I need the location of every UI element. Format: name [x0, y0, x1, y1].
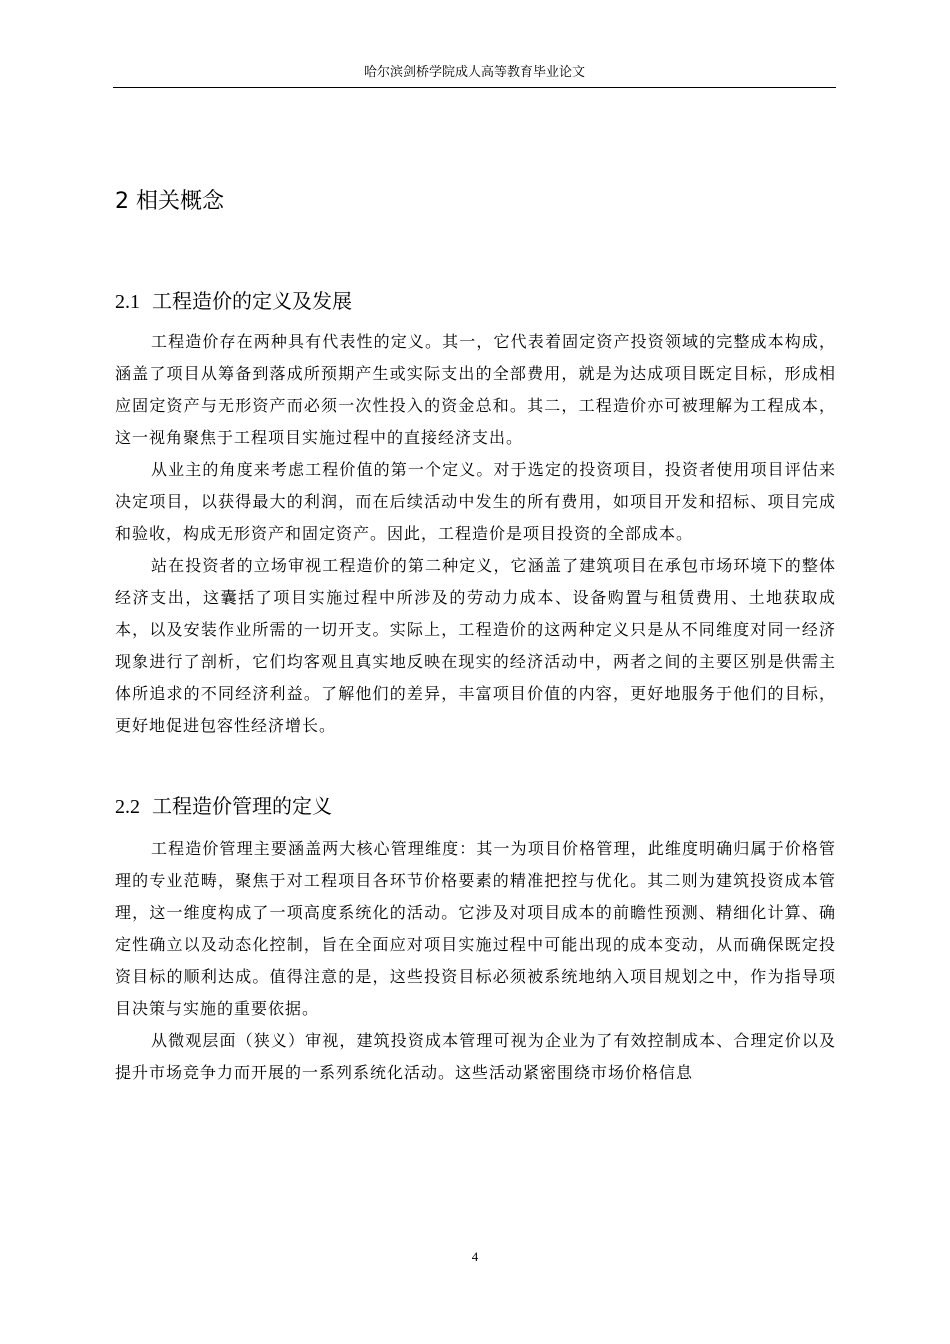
paragraph: 工程造价存在两种具有代表性的定义。其一，它代表着固定资产投资领域的完整成本构成，涵盖了项目从筹备到落成所预期产生或实际支出的全部费用，就是为达成项目既定目标，形成相应固定资产与无形资产而必须一次性投入的资金总和。其二，工程造价亦可被理解为工程成本，这一视角聚焦于工程项目实施过程中的直接经济支出。 — [115, 332, 836, 447]
paragraph: 从业主的角度来考虑工程价值的第一个定义。对于选定的投资项目，投资者使用项目评估来决定项目，以获得最大的利润，而在后续活动中发生的所有费用，如项目开发和招标、项目完成和验收，构成无形资产和固定资产。因此，工程造价是项目投资的全部成本。 — [115, 460, 836, 543]
section-2-1-body — [115, 326, 836, 742]
section-number: 2.2 — [115, 796, 140, 818]
paragraph: 站在投资者的立场审视工程造价的第二种定义，它涵盖了建筑项目在承包市场环境下的整体经济支出，这囊括了项目实施过程中所涉及的劳动力成本、设备购置与租赁费用、土地获取成本，以及安装作业所需的一切开支。实际上，工程造价的这两种定义只是从不同维度对同一经济现象进行了剖析，它们均客观且真实地反映在现实的经济活动中，两者之间的主要区别是供需主体所追求的不同经济利益。了解他们的差异，丰富项目价值的内容，更好地服务于他们的目标，更好地促进包容性经济增长。 — [115, 556, 836, 735]
chapter-title: 2 相关概念 — [115, 189, 224, 214]
running-header: 哈尔滨剑桥学院成人高等教育毕业论文 — [363, 65, 585, 80]
section-number: 2.1 — [115, 291, 140, 313]
section-title: 工程造价管理的定义 — [152, 794, 332, 818]
section-2-2-body — [115, 833, 836, 1089]
section-heading-2-2 — [115, 791, 332, 822]
paragraph: 从微观层面（狭义）审视，建筑投资成本管理可视为企业为了有效控制成本、合理定价以及提升市场竞争力而开展的一系列系统化活动。这些活动紧密围绕市场价格信息 — [115, 1031, 836, 1082]
section-title: 工程造价的定义及发展 — [152, 289, 352, 313]
header-divider — [113, 87, 836, 88]
paragraph: 工程造价管理主要涵盖两大核心管理维度：其一为项目价格管理，此维度明确归属于价格管理的专业范畴，聚焦于对工程项目各环节价格要素的精准把控与优化。其二则为建筑投资成本管理，这一维度构成了一项高度系统化的活动。它涉及对项目成本的前瞻性预测、精细化计算、确定性确立以及动态化控制，旨在全面应对项目实施过程中可能出现的成本变动，从而确保既定投资目标的顺利达成。值得注意的是，这些投资目标必须被系统地纳入项目规划之中，作为指导项目决策与实施的重要依据。 — [115, 839, 836, 1018]
section-heading-2-1 — [115, 286, 352, 317]
page-number: 4 — [471, 1249, 479, 1264]
